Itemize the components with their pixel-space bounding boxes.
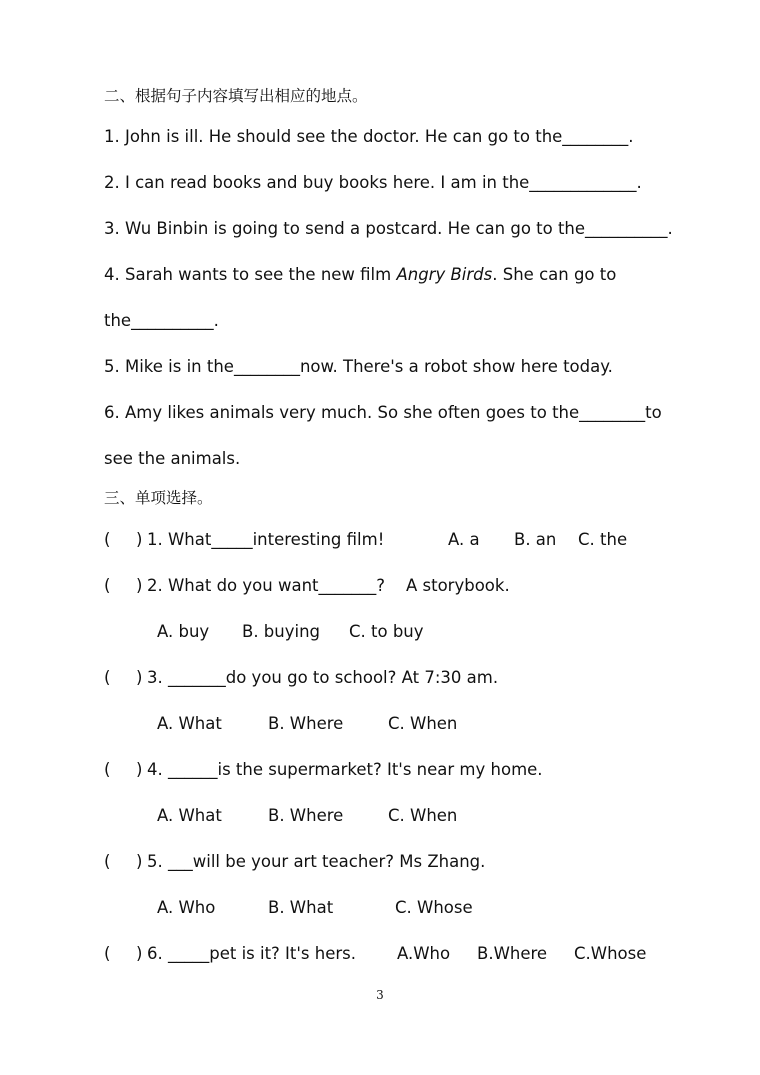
answer-paren-open: ( <box>104 944 111 963</box>
answer-paren-open: ( <box>104 760 111 779</box>
answer-paren-close: ) <box>136 576 143 595</box>
answer-paren-close: ) <box>136 944 143 963</box>
section2-q6: 6. Amy likes animals very much. So she often goes to the________to <box>104 403 662 422</box>
section2-q4-pre: 4. Sarah wants to see the new film <box>104 265 397 284</box>
mc-q5-stem: 5. ___will be your art teacher? Ms Zhang. <box>147 852 486 871</box>
section2-q1: 1. John is ill. He should see the doctor. He can go to the________. <box>104 127 634 146</box>
section2-q6-continued: see the animals. <box>104 449 241 468</box>
mc-q6-option-a: A.Who <box>397 944 451 963</box>
answer-paren-open: ( <box>104 668 111 687</box>
mc-q4-option-c: C. When <box>388 806 458 825</box>
mc-q2-option-c: C. to buy <box>349 622 424 641</box>
section2-q2: 2. I can read books and buy books here. I am in the_____________. <box>104 173 642 192</box>
answer-paren-close: ) <box>136 668 143 687</box>
mc-q6-stem: 6. _____pet is it? It's hers. <box>147 944 357 963</box>
mc-q5-option-b: B. What <box>268 898 334 917</box>
section3-heading: 三、单项选择。 <box>104 489 213 507</box>
answer-paren-close: ) <box>136 760 143 779</box>
mc-q4-stem: 4. ______is the supermarket? It's near my home. <box>147 760 543 779</box>
mc-q6-option-c: C.Whose <box>574 944 647 963</box>
mc-q1-option-c: C. the <box>578 530 628 549</box>
answer-paren-open: ( <box>104 576 111 595</box>
section2-q4-continued: the__________. <box>104 311 219 330</box>
section2-heading: 二、根据句子内容填写出相应的地点。 <box>104 87 368 105</box>
mc-q5-option-c: C. Whose <box>395 898 473 917</box>
answer-paren-close: ) <box>136 852 143 871</box>
section2-q3: 3. Wu Binbin is going to send a postcard. He can go to the__________. <box>104 219 673 238</box>
mc-q5-option-a: A. Who <box>157 898 216 917</box>
mc-q2-option-a: A. buy <box>157 622 210 641</box>
mc-q3-option-c: C. When <box>388 714 458 733</box>
mc-q4-option-a: A. What <box>157 806 222 825</box>
mc-q1-option-a: A. a <box>448 530 480 549</box>
mc-q6-option-b: B.Where <box>477 944 548 963</box>
mc-q3-stem: 3. _______do you go to school? At 7:30 am. <box>147 668 499 687</box>
section2-q4-film: Angry Birds <box>396 265 493 284</box>
answer-paren-open: ( <box>104 530 111 549</box>
section2-q5: 5. Mike is in the________now. There's a robot show here today. <box>104 357 613 376</box>
answer-paren-close: ) <box>136 530 143 549</box>
mc-q1-stem: 1. What_____interesting film! <box>147 530 385 549</box>
answer-paren-open: ( <box>104 852 111 871</box>
mc-q3-option-a: A. What <box>157 714 222 733</box>
section2-q4 <box>104 265 616 285</box>
section2-q4-post: . She can go to <box>492 265 617 284</box>
mc-q4-option-b: B. Where <box>268 806 344 825</box>
mc-q2-stem: 2. What do you want_______? A storybook. <box>147 576 510 595</box>
mc-q2-option-b: B. buying <box>242 622 321 641</box>
mc-q3-option-b: B. Where <box>268 714 344 733</box>
page-number: 3 <box>376 988 384 1002</box>
mc-q1-option-b: B. an <box>514 530 557 549</box>
